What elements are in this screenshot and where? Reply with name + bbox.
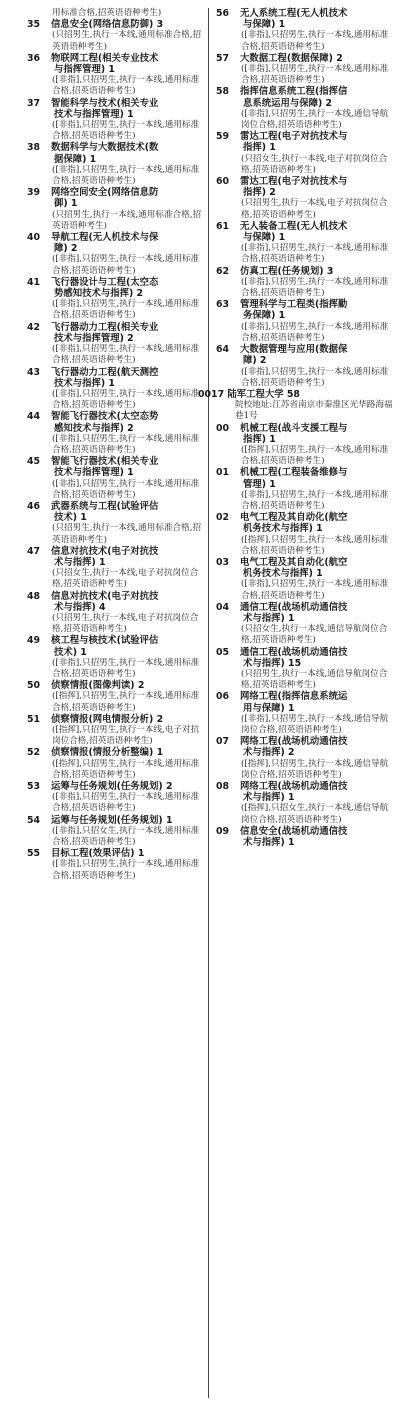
major-title [235, 826, 394, 848]
continued-note: 用标准合格,招英语语种考生) [52, 8, 162, 18]
major-note: (只招女生,执行一本线,电子对抗岗位合格,招英语语种考生) [241, 153, 388, 175]
major-title-line: 术与指挥) 2 [243, 747, 295, 759]
major-code: 08 [216, 781, 230, 793]
major-title [46, 747, 203, 758]
major-entry [27, 456, 203, 501]
major-title-line: 机械工程(工程装备维修与 [240, 467, 348, 479]
major-title-line: 术与指挥) 1 [243, 837, 295, 849]
major-code: 06 [216, 691, 230, 703]
major-code: 40 [27, 232, 41, 244]
major-note: ([非指],只招男生,执行一本线,通用标准合格,招英语语种考生) [241, 30, 389, 52]
major-entry [27, 713, 203, 748]
major-title-line: 息系统运用与保障) 2 [243, 97, 333, 109]
major-title-line: 技术) 1 [54, 512, 87, 524]
major-note: (只招男生,执行一本线,电子对抗岗位合格,招英语语种考生) [52, 612, 199, 635]
major-note: ([指挥],只招男生,执行一本线,通用标准合格,招英语语种考生) [241, 444, 389, 467]
major-title [235, 86, 394, 108]
major-title-line: 大数据工程(数据保障) 2 [240, 52, 343, 64]
major-entry [216, 52, 394, 87]
major-entry [27, 52, 203, 98]
major-title-line: 运筹与任务规划(任务规划) 2 [51, 781, 173, 793]
major-code: 43 [27, 366, 41, 378]
major-code: 50 [27, 680, 41, 692]
major-entry [216, 299, 394, 344]
major-title-line: 指挥) 2 [243, 187, 276, 199]
major-title [46, 277, 203, 299]
right-column [198, 8, 394, 849]
major-code: 01 [216, 467, 230, 479]
major-title-line: 导航工程(无人机技术与保 [51, 232, 159, 244]
major-title [235, 344, 394, 366]
major-note: ([非指],只招女生,执行一本线,通用标准合格,招英语语种考生) [52, 825, 200, 848]
major-entry [27, 781, 203, 815]
major-title-line: 飞行器动力工程(航天测控 [51, 366, 159, 378]
major-code: 39 [27, 187, 41, 199]
major-title-line: 机务技术与指挥) 1 [243, 568, 323, 580]
major-note: ([非指],只招男生,执行一本线,通用标准合格,招英语语种考生) [52, 299, 200, 321]
major-title-line: 技术与指挥管理) 2 [54, 332, 134, 344]
major-note: ([指挥],只招男生,执行一本线,通用标准合格,招英语语种考生) [52, 691, 200, 713]
major-entry [27, 814, 203, 849]
major-title-line: 术与指挥) 4 [54, 601, 106, 613]
major-title [235, 647, 394, 669]
major-title-line: 无人装备工程(无人机技术 [240, 220, 348, 232]
major-title-line: 指挥) 1 [243, 433, 276, 445]
major-title [235, 8, 394, 30]
major-note: (只招男生,执行一本线,通用标准合格,招英语语种考生) [52, 30, 202, 52]
major-code: 41 [27, 276, 41, 288]
major-title [46, 815, 203, 826]
major-title [235, 176, 394, 198]
major-title-line: 通信工程(战场机动通信技 [240, 646, 348, 658]
major-note: ([非指],只招男生,执行一本线,通信导航岗位合格,招英语语种考生) [241, 713, 389, 735]
major-code: 05 [216, 646, 230, 658]
major-title-line: 信息安全(战场机动通信技 [240, 825, 348, 837]
major-note: ([指挥],只招女生,执行一本线,通信导航岗位合格,招英语语种考生) [241, 803, 389, 825]
major-code: 59 [216, 131, 230, 143]
major-code: 48 [27, 590, 41, 602]
major-note: ([非指],只招男生,执行一本线,通用标准合格,招英语语种考生) [52, 388, 200, 411]
major-code: 00 [216, 422, 230, 434]
column-divider [208, 8, 209, 1398]
major-title [235, 602, 394, 624]
major-entry [27, 97, 203, 143]
major-entry [216, 691, 394, 736]
major-note: ([非指],只招男生,执行一本线,通用标准合格,招英语语种考生) [52, 859, 200, 881]
major-title-line: 据保障) 1 [54, 153, 97, 165]
major-entry [27, 142, 203, 187]
major-title-line: 智能飞行器技术(相关专业 [51, 456, 159, 468]
major-note: ([指挥],只招男生,执行一本线,通信导航岗位合格,招英语语种考生) [241, 758, 389, 780]
major-title-line: 网络空间安全(网络信息防 [51, 187, 159, 199]
major-code: 61 [216, 220, 230, 232]
major-entry [216, 601, 394, 647]
major-code: 47 [27, 545, 41, 557]
major-entry [216, 781, 394, 826]
major-entry [216, 265, 394, 300]
major-entry [216, 512, 394, 557]
school-address: 院校地址:江苏省南京市秦淮区光华路海福巷1号 [235, 400, 393, 422]
major-title-line: 目标工程(效果评估) 1 [51, 848, 145, 860]
major-title [235, 299, 394, 321]
major-entry [216, 131, 394, 176]
major-title [235, 781, 394, 803]
major-entry [27, 500, 203, 546]
major-code: 55 [27, 848, 41, 860]
major-code: 53 [27, 781, 41, 793]
major-title [46, 322, 203, 344]
major-note: ([非指],只招男生,执行一本线,通用标准合格,招英语语种考生) [52, 75, 200, 97]
major-title-line: 管理) 1 [243, 478, 276, 490]
major-note: ([非指],只招男生,执行一本线,通用标准合格,招英语语种考生) [52, 433, 200, 455]
major-title-line: 武器系统与工程(试验评估 [51, 500, 159, 512]
major-code: 38 [27, 142, 41, 154]
school-code: 0017 [198, 388, 225, 400]
major-title-line: 机械工程(战斗支援工程与 [240, 422, 348, 434]
major-note: ([非指],只招男生,执行一本线,通用标准合格,招英语语种考生) [241, 64, 389, 86]
major-title-line: 飞行器设计与工程(太空态 [51, 276, 159, 288]
major-code: 63 [216, 299, 230, 311]
major-title-line: 飞行器动力工程(相关专业 [51, 321, 159, 333]
major-code: 35 [27, 19, 41, 31]
major-code: 51 [27, 713, 41, 725]
major-title [46, 53, 203, 75]
major-title-line: 感知技术与指挥) 2 [54, 422, 134, 434]
major-title [235, 266, 394, 277]
major-code: 54 [27, 814, 41, 826]
school-entry-list [216, 422, 394, 849]
major-title-line: 电气工程及其自动化(航空 [240, 512, 348, 524]
major-code: 44 [27, 411, 41, 423]
left-column [27, 8, 203, 882]
major-title [46, 19, 203, 30]
major-title-line: 技术与指挥管理) 1 [54, 467, 134, 479]
major-entry [27, 366, 203, 412]
major-title [46, 98, 203, 120]
major-code: 04 [216, 601, 230, 613]
major-title-line: 与保障) 1 [243, 19, 286, 31]
major-title-line: 障) 2 [243, 355, 267, 367]
major-title-line: 仿真工程(任务规划) 3 [240, 265, 334, 277]
major-title [46, 456, 203, 478]
major-title-line: 侦察情报(网电情报分析) 2 [51, 713, 164, 725]
major-title [46, 187, 203, 209]
major-note: ([非指],只招男生,执行一本线,通用标准合格,招英语语种考生) [241, 321, 389, 343]
major-title [235, 221, 394, 243]
major-note: ([非指],只招男生,执行一本线,通用标准合格,招英语语种考生) [52, 657, 200, 679]
major-title-line: 网络工程(战场机动通信技 [240, 736, 348, 748]
major-title-line: 雷达工程(电子对抗技术与 [240, 131, 348, 143]
major-title-line: 雷达工程(电子对抗技术与 [240, 176, 348, 188]
major-title-line: 术与指挥) 1 [243, 792, 295, 804]
major-title [46, 501, 203, 523]
school-header [198, 388, 394, 423]
major-code: 62 [216, 265, 230, 277]
major-title-line: 与指挥管理) 1 [54, 64, 115, 76]
major-note: (只招女生,执行一本线,电子对抗岗位合格,招英语语种考生) [52, 568, 199, 590]
major-code: 58 [216, 86, 230, 98]
major-entry [216, 422, 394, 468]
major-code: 45 [27, 456, 41, 468]
major-code: 03 [216, 556, 230, 568]
major-note: ([非指],只招男生,执行一本线,通用标准合格,招英语语种考生) [52, 792, 200, 814]
major-title [46, 142, 203, 164]
major-note: ([指挥],只招男生,执行一本线,电子对抗岗位合格,招英语语种考生) [52, 725, 200, 747]
major-title-line: 无人系统工程(无人机技术 [240, 8, 348, 19]
major-title-line: 侦察情报(情报分析整编) 1 [51, 747, 164, 759]
major-code: 36 [27, 52, 41, 64]
major-entry [216, 646, 394, 692]
major-note: (只招男生,执行一本线,通用标准合格,招英语语种考生) [52, 523, 202, 545]
major-title-line: 与保障) 1 [243, 232, 286, 244]
major-code: 09 [216, 825, 230, 837]
major-title-line: 用与保障) 1 [243, 702, 295, 714]
major-title-line: 智能科学与技术(相关专业 [51, 97, 159, 109]
major-code: 56 [216, 8, 230, 19]
major-title [235, 53, 394, 64]
major-code: 64 [216, 344, 230, 356]
major-title [235, 736, 394, 758]
major-entry [27, 680, 203, 714]
major-code: 42 [27, 321, 41, 333]
major-title-line: 智能飞行器技术(太空态势 [51, 411, 159, 423]
major-code: 07 [216, 736, 230, 748]
major-code: 02 [216, 512, 230, 524]
major-note: ([非指],只招男生,执行一本线,通用标准合格,招英语语种考生) [52, 344, 200, 366]
major-entry [216, 825, 394, 849]
major-entry [27, 232, 203, 277]
major-title-line: 信息安全(网络信息防御) 3 [51, 19, 164, 31]
major-title-line: 障) 2 [54, 243, 78, 255]
major-entry [27, 276, 203, 322]
major-code: 37 [27, 97, 41, 109]
major-title-line: 御) 1 [54, 198, 78, 210]
left-entry-list [27, 19, 203, 882]
major-note: ([非指],只招男生,执行一本线,通用标准合格,招英语语种考生) [52, 120, 200, 142]
major-title [46, 680, 203, 691]
major-code: 49 [27, 635, 41, 647]
major-note: ([非指],只招男生,执行一本线,通用标准合格,招英语语种考生) [241, 276, 389, 299]
major-title [235, 691, 394, 713]
major-title-line: 核工程与核技术(试验评估 [51, 635, 159, 647]
major-note: ([非指],只招男生,执行一本线,通用标准合格,招英语语种考生) [241, 489, 389, 511]
major-title-line: 网络工程(指挥信息系统运 [240, 691, 348, 703]
major-title-line: 技术与指挥) 1 [54, 377, 115, 389]
major-title-line: 网络工程(战场机动通信技 [240, 781, 348, 793]
major-title-line: 信息对抗技术(电子对抗技 [51, 545, 159, 557]
major-code: 52 [27, 747, 41, 759]
major-title-line: 数据科学与大数据技术(数 [51, 142, 159, 154]
major-title [235, 131, 394, 153]
major-note: ([非指],只招男生,执行一本线,通用标准合格,招英语语种考生) [52, 478, 200, 500]
major-entry [216, 8, 394, 53]
major-entry [216, 220, 394, 266]
major-note: ([指挥],只招男生,执行一本线,通用标准合格,招英语语种考生) [241, 534, 389, 556]
major-title-line: 势感知技术与指挥) 2 [54, 288, 144, 300]
major-title-line: 技术) 1 [54, 646, 87, 658]
major-title-line: 技术与指挥管理) 1 [54, 108, 134, 120]
major-entry [27, 635, 203, 680]
major-title [46, 781, 203, 792]
major-entry [216, 736, 394, 781]
major-title-line: 大数据管理与应用(数据保 [240, 344, 348, 356]
major-title-line: 电气工程及其自动化(航空 [240, 556, 348, 568]
major-title [46, 367, 203, 389]
major-entry [216, 86, 394, 131]
major-entry [27, 19, 203, 53]
major-note: (只招男生,执行一本线,通信导航岗位合格,招英语语种考生) [241, 668, 388, 691]
major-code: 60 [216, 176, 230, 188]
major-title-line: 运筹与任务规划(任务规划) 1 [51, 814, 173, 826]
school-title [198, 389, 394, 400]
major-entry [27, 411, 203, 456]
major-title [46, 591, 203, 613]
major-entry [27, 545, 203, 591]
major-title [46, 848, 203, 859]
major-title-line: 务保障) 1 [243, 310, 286, 322]
major-entry [216, 176, 394, 221]
major-title [46, 232, 203, 254]
major-title-line: 指挥) 1 [243, 142, 276, 154]
major-title-line: 信息对抗技术(电子对抗技 [51, 590, 159, 602]
major-title-line: 机务技术与指挥) 1 [243, 523, 323, 535]
major-title-line: 术与指挥) 15 [243, 657, 302, 669]
major-note: (只招男生,执行一本线,通用标准合格,招英语语种考生) [52, 209, 202, 231]
major-title-line: 指挥信息系统工程(指挥信 [240, 86, 348, 98]
major-entry [216, 556, 394, 602]
major-note: ([非指],只招男生,执行一本线,通用标准合格,招英语语种考生) [52, 254, 200, 276]
major-title [46, 411, 203, 433]
major-title-line: 术与指挥) 1 [54, 556, 106, 568]
major-entry [216, 344, 394, 389]
major-title [235, 512, 394, 534]
major-title [235, 423, 394, 445]
major-note: ([非指],只招男生,执行一本线,通用标准合格,招英语语种考生) [241, 579, 389, 601]
major-note: (只招男生,执行一本线,电子对抗岗位合格,招英语语种考生) [241, 198, 388, 220]
major-title-line: 通信工程(战场机动通信技 [240, 601, 348, 613]
right-entry-list [216, 8, 394, 389]
major-note: ([指挥],只招男生,执行一本线,通用标准合格,招英语语种考生) [52, 758, 200, 780]
major-title [46, 635, 203, 657]
major-entry [216, 467, 394, 512]
major-entry [27, 321, 203, 367]
major-title [235, 467, 394, 489]
major-title [235, 557, 394, 579]
major-entry [27, 747, 203, 781]
major-code: 46 [27, 500, 41, 512]
major-note: ([非指],只招男生,执行一本线,通用标准合格,招英语语种考生) [52, 164, 200, 187]
major-code: 57 [216, 52, 230, 64]
major-title-line: 物联网工程(相关专业技术 [51, 52, 159, 64]
major-title-line: 术与指挥) 1 [243, 612, 295, 624]
major-title-line: 管理科学与工程类(指挥勤 [240, 299, 348, 311]
major-note: (只招女生,执行一本线,通信导航岗位合格,招英语语种考生) [241, 624, 388, 646]
major-entry [27, 590, 203, 636]
major-title [46, 546, 203, 568]
major-title-line: 侦察情报(图像判读) 2 [51, 680, 145, 692]
major-note: ([非指],只招男生,执行一本线,通用标准合格,招英语语种考生) [241, 366, 389, 388]
major-note: ([非指],只招男生,执行一本线,通用标准合格,招英语语种考生) [241, 243, 389, 265]
school-name: 陆军工程大学 58 [227, 388, 300, 400]
major-title [46, 714, 203, 725]
major-entry [27, 848, 203, 882]
major-note: ([非指],只招男生,执行一本线,通信导航岗位合格,招英语语种考生) [241, 108, 389, 131]
major-entry [27, 187, 203, 232]
